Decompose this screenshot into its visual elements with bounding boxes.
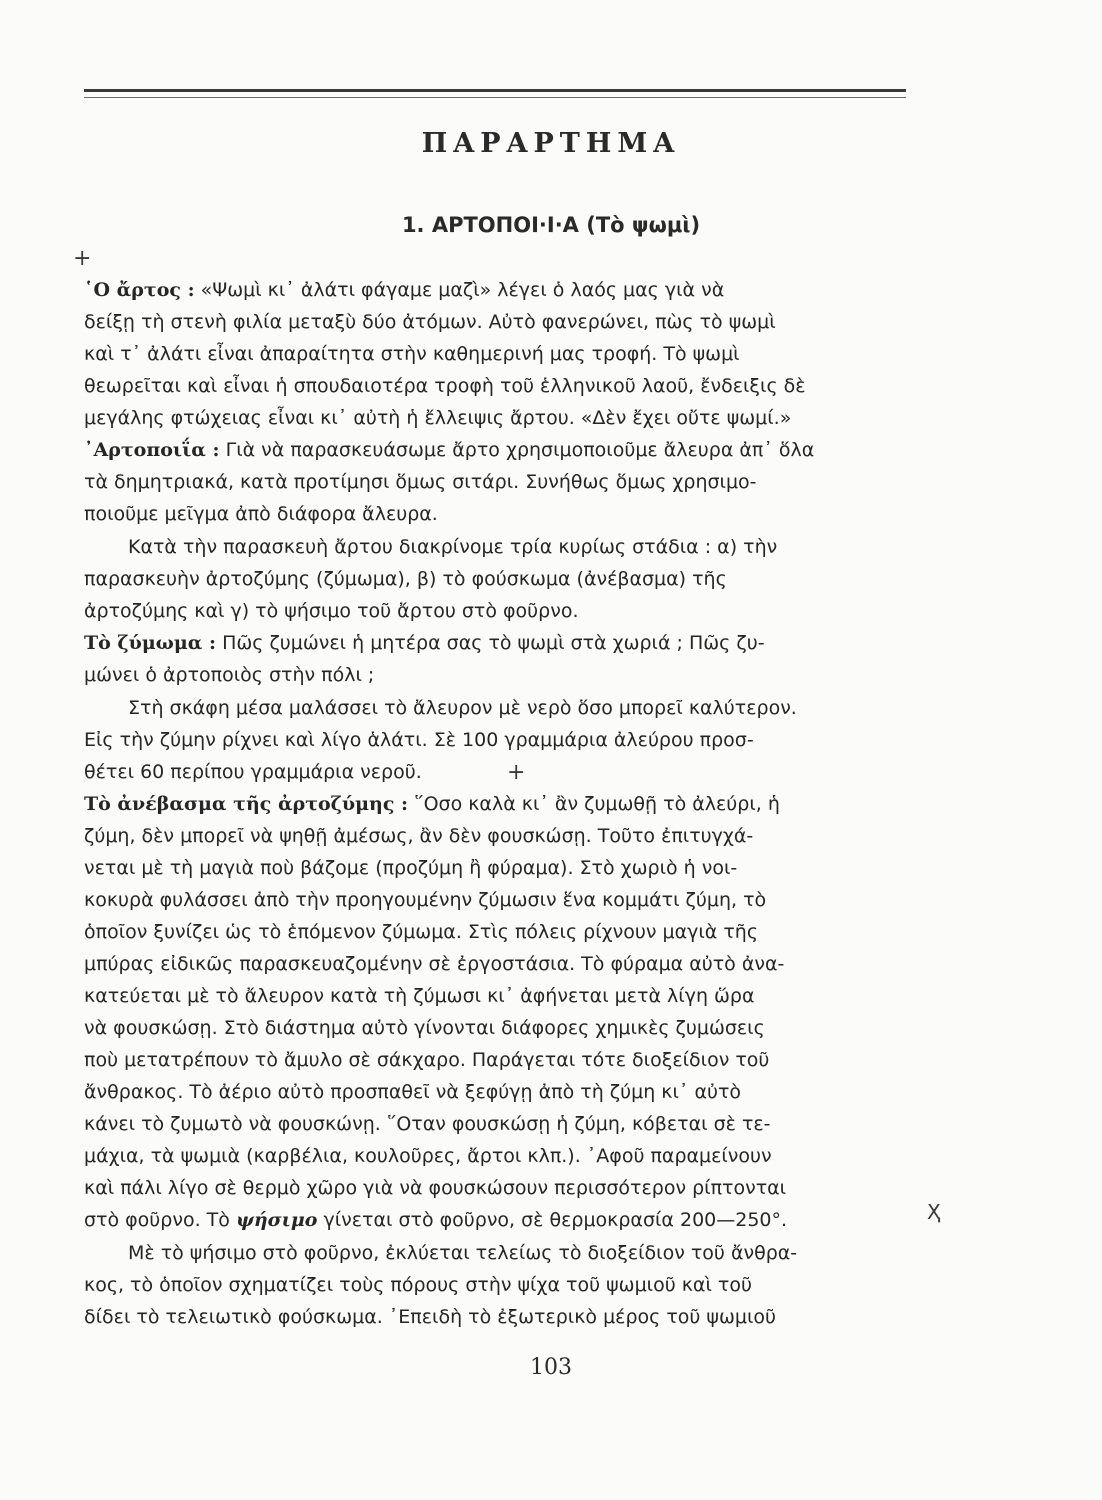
text-line: Κατὰ τὴν παρασκευὴ ἄρτου διακρίνομε τρία κυρίως στάδια : α) τὴν xyxy=(128,536,778,558)
text-line: μάχια, τὰ ψωμιὰ (καρβέλια, κουλοῦρες, ἄρτοι κλπ.). ᾿Αφοῦ παραμείνουν xyxy=(84,1145,772,1167)
page-title: ΠΑΡΑΡΤΗΜΑ xyxy=(421,128,681,159)
page-number: 103 xyxy=(530,1355,572,1380)
term-label: ψήσιμο xyxy=(235,1209,318,1231)
header-rule-thin xyxy=(84,97,906,98)
text-line: Τὸ ἀνέβασμα τῆς ἀρτοζύμης : ῞Οσο καλὰ κι᾿ ἂν ζυμωθῇ τὸ ἀλεύρι, ἡ xyxy=(84,793,780,815)
text-line: κοκυρὰ φυλάσσει ἀπὸ τὴν προηγουμένην ζύμωσιν ἕνα κομμάτι ζύμη, τὸ xyxy=(84,889,767,911)
text-line: νὰ φουσκώσῃ. Στὸ διάστημα αὐτὸ γίνονται διάφορες χημικὲς ζυμώσεις xyxy=(84,1017,765,1039)
text-line: ὁποῖον ξυνίζει ὡς τὸ ἑπόμενον ζύμωμα. Στὶς πόλεις ρίχνουν μαγιὰ τῆς xyxy=(84,921,758,943)
text-line: στὸ φοῦρνο. Τὸ ψήσιμο γίνεται στὸ φοῦρνο, σὲ θερμοκρασία 200—250°. xyxy=(84,1209,788,1231)
text-line: ἄνθρακος. Τὸ ἀέριο αὐτὸ προσπαθεῖ νὰ ξεφύγῃ ἀπὸ τὴ ζύμη κι᾿ αὐτὸ xyxy=(84,1081,742,1103)
text-line: κατεύεται μὲ τὸ ἄλευρον κατὰ τὴ ζύμωσι κι᾿ ἀφήνεται μετὰ λίγη ὥρα xyxy=(84,985,755,1007)
text-line: ποὺ μετατρέπουν τὸ ἄμυλο σὲ σάκχαρο. Παράγεται τότε διοξείδιον τοῦ xyxy=(84,1049,770,1071)
text-line: κάνει τὸ ζυμωτὸ νὰ φουσκώνῃ. ῞Οταν φουσκώσῃ ἡ ζύμη, κόβεται σὲ τε- xyxy=(84,1113,771,1135)
text-line: δίδει τὸ τελειωτικὸ φούσκωμα. ᾿Επειδὴ τὸ ἐξωτερικὸ μέρος τοῦ ψωμιοῦ xyxy=(84,1306,777,1328)
text-line: ῾Ο ἄρτος : «Ψωμὶ κι᾿ ἀλάτι φάγαμε μαζὶ» λέγει ὁ λαός μας γιὰ νὰ xyxy=(84,279,725,301)
text-line: κος, τὸ ὁποῖον σχηματίζει τοὺς πόρους στὴν ψίχα τοῦ ψωμιοῦ καὶ τοῦ xyxy=(84,1274,752,1296)
text-line: ποιοῦμε μεῖγμα ἀπὸ διάφορα ἄλευρα. xyxy=(84,503,438,525)
text-line: νεται μὲ τὴ μαγιὰ ποὺ βάζομε (προζύμη ἢ φύραμα). Στὸ χωριὸ ἡ νοι- xyxy=(84,857,738,879)
text-line: θέτει 60 περίπου γραμμάρια νεροῦ. xyxy=(84,761,422,783)
text-line: ᾿Αρτοποιΐα : Γιὰ νὰ παρασκευάσωμε ἄρτο χρησιμοποιοῦμε ἄλευρα ἀπ᾿ ὅλα xyxy=(84,439,815,461)
text-line: ζύμη, δὲν μπορεῖ νὰ ψηθῇ ἀμέσως, ἂν δὲν φουσκώσῃ. Τοῦτο ἐπιτυγχά- xyxy=(84,825,754,847)
section-heading: 1. ΑΡΤΟΠΟΙ·Ι·Α (Τὸ ψωμὶ) xyxy=(401,213,701,237)
text-line: Στὴ σκάφη μέσα μαλάσσει τὸ ἄλευρον μὲ νερὸ ὅσο μπορεῖ καλύτερον. xyxy=(128,697,797,719)
margin-mark: + xyxy=(507,760,526,785)
text-line: καὶ τ᾿ ἀλάτι εἶναι ἀπαραίτητα στὴν καθημερινή μας τροφή. Τὸ ψωμὶ xyxy=(84,343,740,365)
header-rule xyxy=(84,89,906,92)
term-label: Τὸ ζύμωμα : xyxy=(84,632,217,654)
text-line: καὶ πάλι λίγο σὲ θερμὸ χῶρο γιὰ νὰ φουσκώσουν περισσότερον ρίπτονται xyxy=(84,1177,787,1199)
text-line: μπύρας εἰδικῶς παρασκευαζομένην σὲ ἐργοστάσια. Τὸ φύραμα αὐτὸ ἀνα- xyxy=(84,953,785,975)
text-line: τὰ δημητριακά, κατὰ προτίμησι ὅμως σιτάρι. Συνήθως ὅμως χρησιμο- xyxy=(84,471,757,493)
term-label: Τὸ ἀνέβασμα τῆς ἀρτοζύμης : xyxy=(84,793,409,815)
text-line: παρασκευὴν ἀρτοζύμης (ζύμωμα), β) τὸ φούσκωμα (ἀνέβασμα) τῆς xyxy=(84,568,727,590)
margin-mark: Ҳ xyxy=(927,1200,941,1224)
text-line: ἀρτοζύμης καὶ γ) τὸ ψήσιμο τοῦ ἄρτου στὸ φοῦρνο. xyxy=(84,600,579,622)
text-line: δείξῃ τὴ στενὴ φιλία μεταξὺ δύο ἀτόμων. Αὐτὸ φανερώνει, πὼς τὸ ψωμὶ xyxy=(84,311,776,333)
text-line: μώνει ὁ ἀρτοποιὸς στὴν πόλι ; xyxy=(84,664,375,686)
text-line: Μὲ τὸ ψήσιμο στὸ φοῦρνο, ἐκλύεται τελείως τὸ διοξείδιον τοῦ ἄνθρα- xyxy=(128,1242,798,1264)
margin-mark: + xyxy=(73,246,92,271)
text-line: Τὸ ζύμωμα : Πῶς ζυμώνει ἡ μητέρα σας τὸ ψωμὶ στὰ χωριά ; Πῶς ζυ- xyxy=(84,632,765,654)
text-line: μεγάλης φτώχειας εἶναι κι᾿ αὐτὴ ἡ ἔλλειψις ἄρτου. «Δὲν ἔχει οὔτε ψωμί.» xyxy=(84,407,792,429)
term-label: ᾿Αρτοποιΐα : xyxy=(84,439,220,461)
term-label: ῾Ο ἄρτος : xyxy=(84,279,195,301)
text-line: θεωρεῖται καὶ εἶναι ἡ σπουδαιοτέρα τροφὴ τοῦ ἑλληνικοῦ λαοῦ, ἔνδειξις δὲ xyxy=(84,375,806,397)
text-line: Εἰς τὴν ζύμην ρίχνει καὶ λίγο ἁλάτι. Σὲ 100 γραμμάρια ἀλεύρου προσ- xyxy=(84,729,754,751)
